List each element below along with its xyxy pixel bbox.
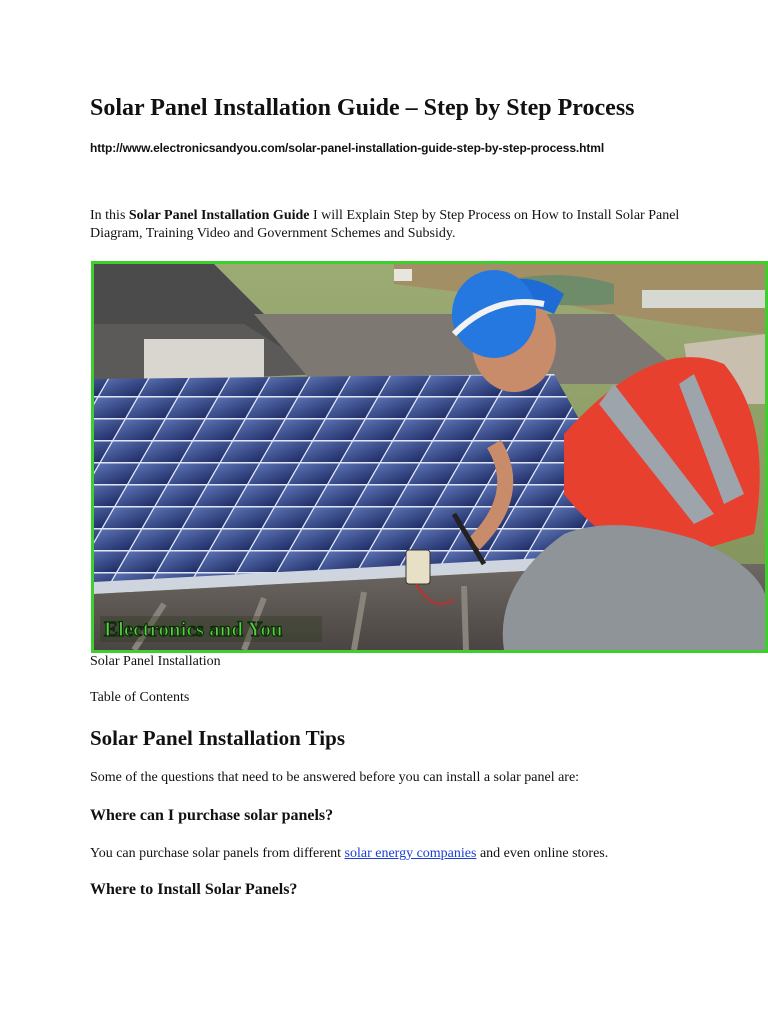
question-heading-install: Where to Install Solar Panels? [90,881,298,898]
page-title: Solar Panel Installation Guide – Step by Step Process [90,95,635,121]
solar-energy-companies-link[interactable]: solar energy companies [344,846,477,861]
hero-image [91,261,768,653]
answer-text-after: and even online stores. [476,846,609,861]
source-url: http://www.electronicsandyou.com/solar-panel-installation-guide-step-by-step-process.html [90,141,605,155]
intro-bold-term: Solar Panel Installation Guide [128,208,310,223]
section-heading: Solar Panel Installation Tips [90,726,345,750]
table-of-contents-label[interactable]: Table of Contents [90,690,190,705]
intro-paragraph [90,207,680,243]
intro-text-before: In this [90,208,129,223]
solar-installation-photo [94,264,765,650]
answer-paragraph [90,846,608,862]
question-heading-purchase: Where can I purchase solar panels? [90,807,334,824]
section-intro: Some of the questions that need to be answered before you can install a solar panel are: [90,770,580,785]
image-caption: Solar Panel Installation [90,654,221,669]
watermark-text: Electronics and You [104,617,283,641]
answer-text-before: You can purchase solar panels from different [90,846,345,861]
intro-text-after: I will Explain Step by Step Process on How to Install Solar Panel Diagram, Training Video and Government Schemes and Subsidy. [90,208,680,241]
